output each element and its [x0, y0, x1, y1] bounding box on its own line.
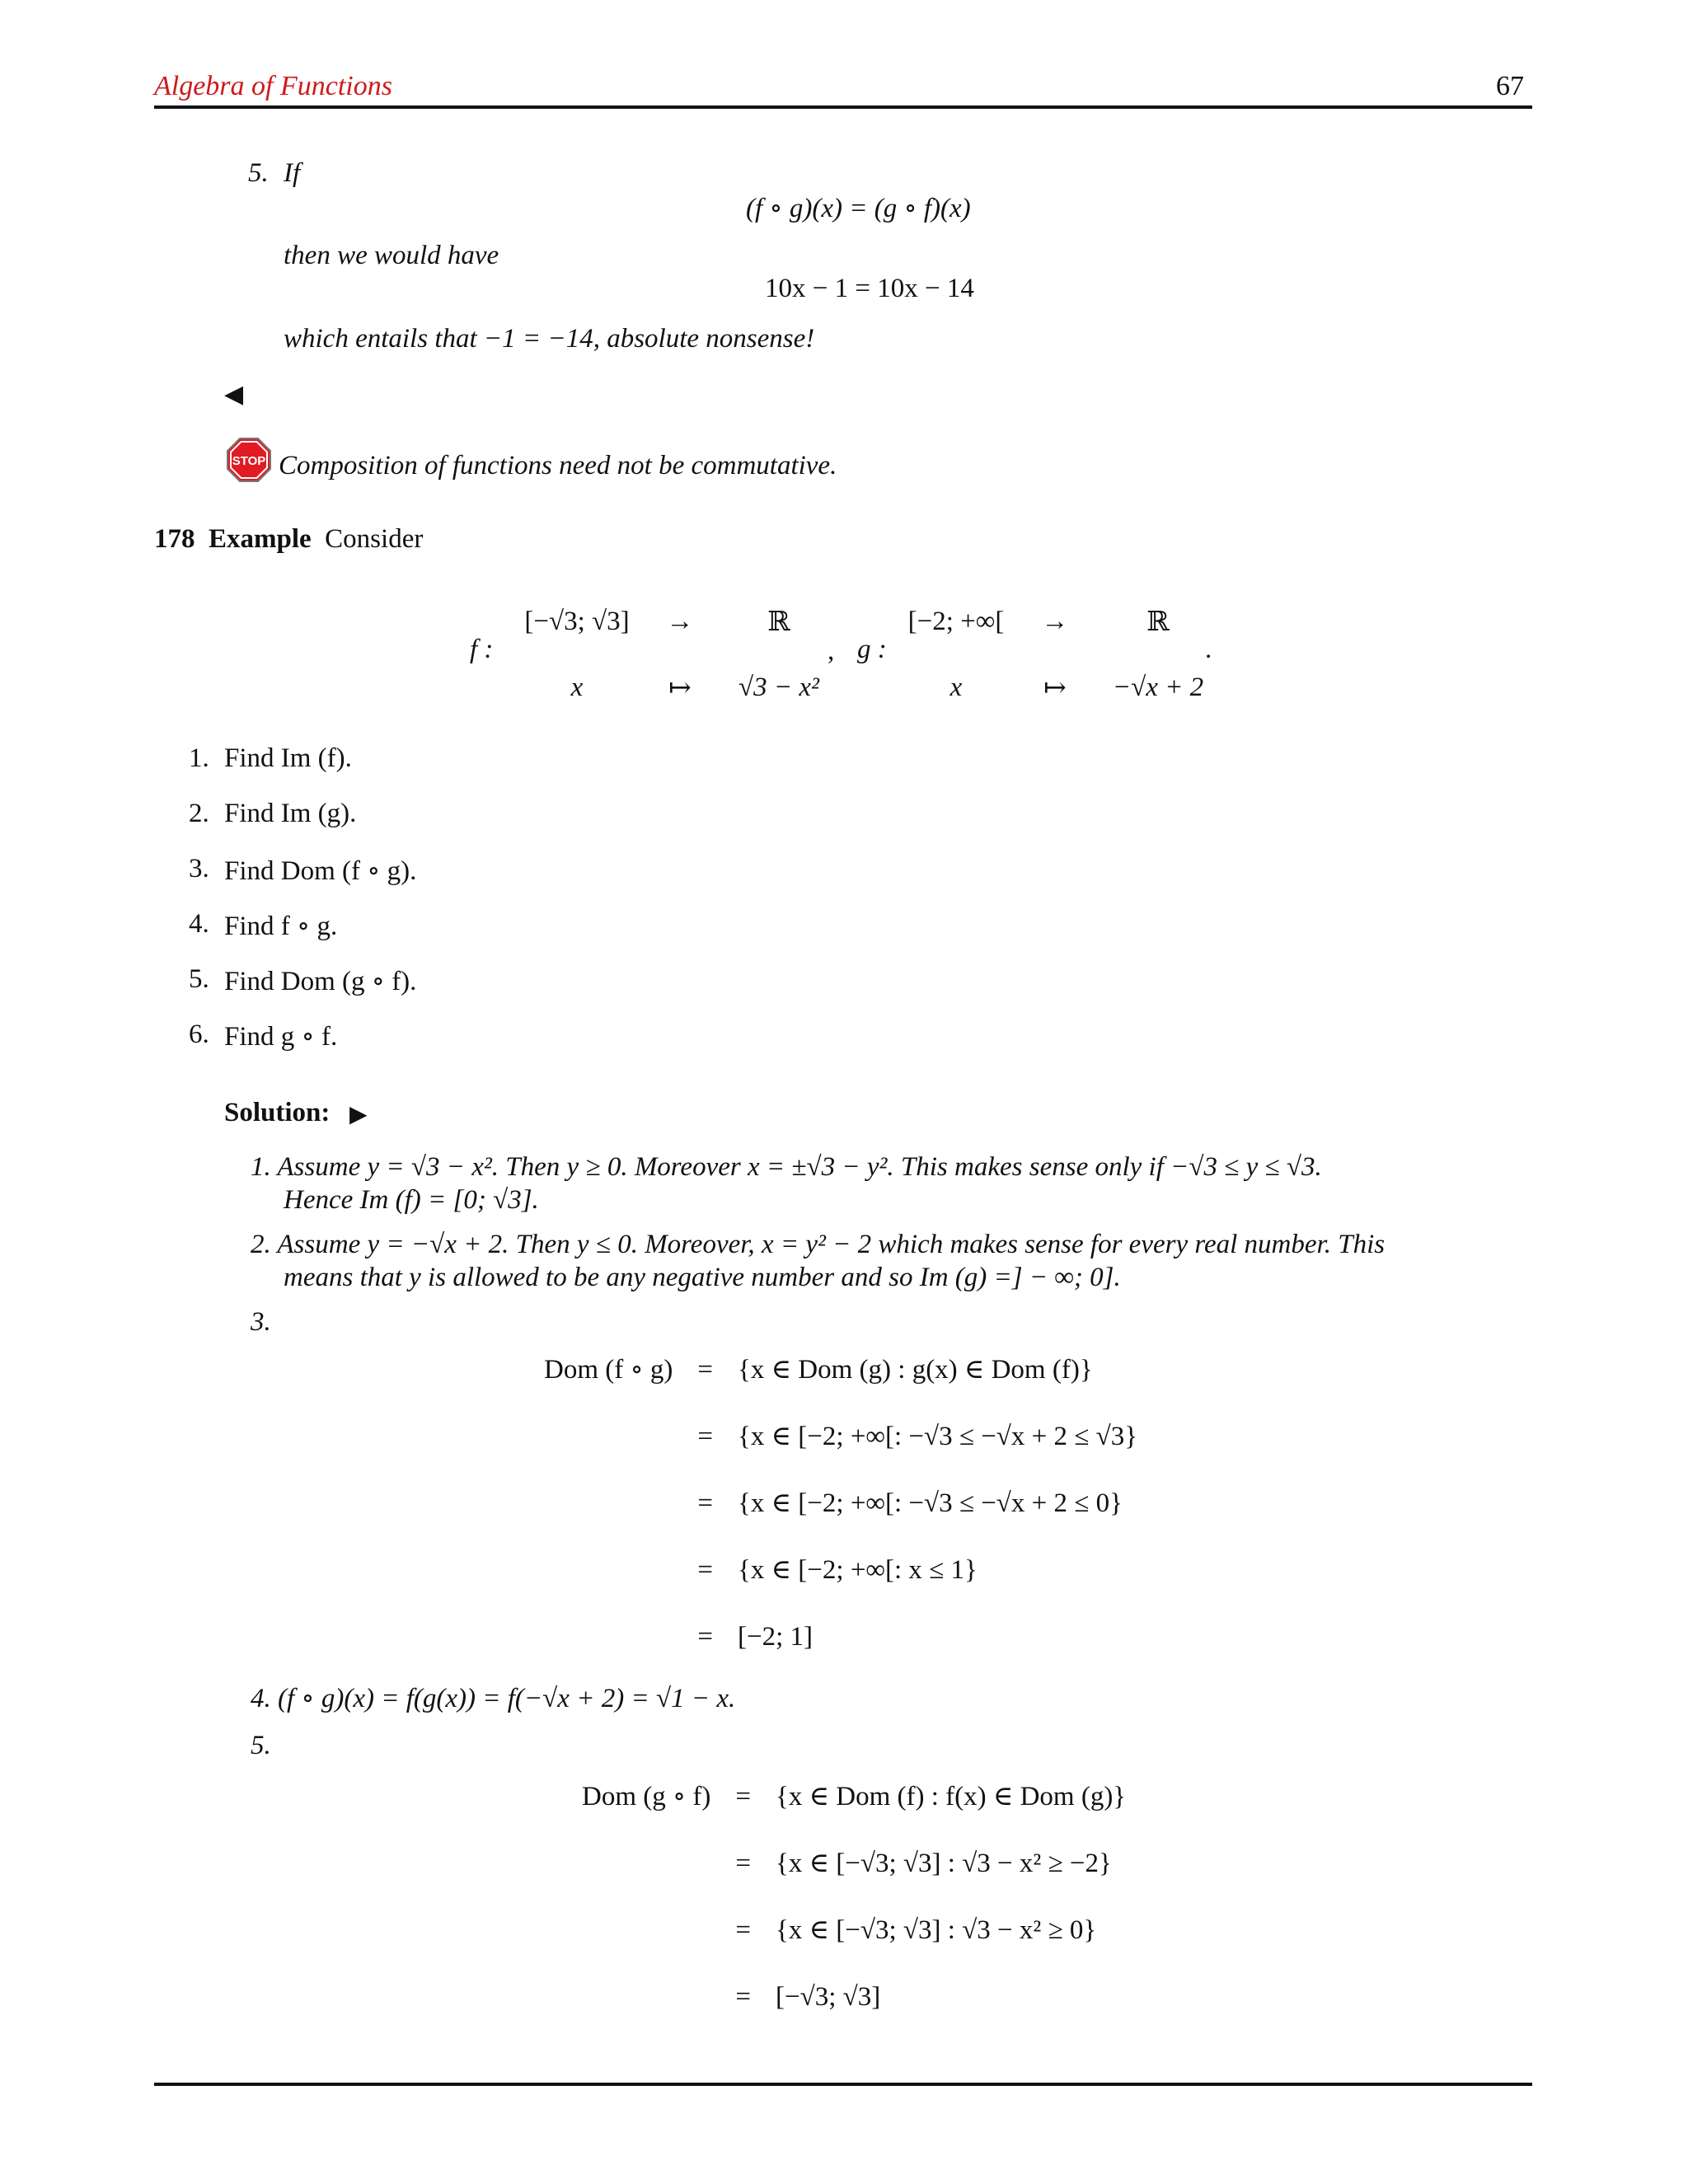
dom-gf-lhs: Dom (g ∘ f) [582, 1782, 711, 1811]
solution-2-line-1: 2. Assume y = −√x + 2. Then y ≤ 0. Moreover, x = y² − 2 which makes sense for every real number. This [251, 1230, 1386, 1259]
dom-fg-row-0: {x ∈ Dom (g) : g(x) ∈ Dom (f)} [738, 1355, 1093, 1385]
dom-gf-derivation [582, 1772, 1126, 2039]
dom-fg-eq-2: = [697, 1488, 714, 1518]
f-rule: √3 − x² [738, 672, 819, 702]
footer-rule [154, 2083, 1532, 2086]
dom-gf-eq-3: = [735, 1982, 752, 2012]
dom-fg-lhs: Dom (f ∘ g) [544, 1355, 673, 1385]
f-var: x [570, 672, 584, 702]
dom-fg-eq-1: = [697, 1422, 714, 1451]
solution-label: Solution: [224, 1098, 331, 1127]
dom-fg-row-4: [−2; 1] [738, 1622, 814, 1652]
question-3-number: 3. [189, 854, 209, 883]
f-mapsto: ↦ [668, 673, 692, 703]
stop-note-text: Composition of functions need not be commutative. [279, 451, 837, 480]
dom-fg-eq-4: = [697, 1622, 714, 1652]
question-4-number: 4. [189, 909, 209, 939]
dom-fg-row-3: {x ∈ [−2; +∞[: x ≤ 1} [738, 1555, 978, 1585]
g-mapsto: ↦ [1043, 673, 1067, 703]
f-name: f : [470, 635, 494, 664]
f-codomain: ℝ [767, 607, 790, 637]
solution-5-number: 5. [251, 1731, 271, 1760]
running-header-title: Algebra of Functions [154, 71, 392, 101]
stop-sign-icon [227, 438, 271, 482]
question-4-text: Find f ∘ g. [224, 912, 338, 941]
f-domain: [−√3; √3] [524, 606, 630, 636]
dom-gf-row-3: [−√3; √3] [776, 1982, 881, 2012]
dom-fg-row-2: {x ∈ [−2; +∞[: −√3 ≤ −√x + 2 ≤ 0} [738, 1488, 1123, 1518]
g-var: x [950, 672, 963, 702]
dom-fg-row-1: {x ∈ [−2; +∞[: −√3 ≤ −√x + 2 ≤ √3} [738, 1422, 1138, 1451]
example-lead: Consider [325, 524, 424, 554]
dom-fg-eq-3: = [697, 1555, 714, 1585]
dom-fg-derivation [544, 1345, 1137, 1679]
question-5-number: 5. [189, 964, 209, 994]
item-5-lead: If [284, 158, 301, 188]
example-label: Example [209, 524, 312, 554]
question-1-number: 1. [189, 743, 209, 773]
question-1-text: Find Im (f). [224, 743, 352, 773]
dom-fg-eq-0: = [697, 1355, 714, 1385]
g-domain: [−2; +∞[ [907, 606, 1005, 636]
solution-3-number: 3. [251, 1307, 271, 1337]
dom-gf-eq-0: = [735, 1782, 752, 1811]
f-definition [503, 588, 849, 720]
question-6-number: 6. [189, 1019, 209, 1049]
dom-gf-row-2: {x ∈ [−√3; √3] : √3 − x² ≥ 0} [776, 1915, 1097, 1945]
commutative-equation: (f ∘ g)(x) = (g ∘ f)(x) [746, 194, 971, 223]
g-arrow: → [1041, 606, 1069, 636]
contradiction-equation: 10x − 1 = 10x − 14 [765, 274, 974, 303]
g-name: g : [857, 635, 887, 664]
question-5-text: Find Dom (g ∘ f). [224, 967, 417, 996]
dom-gf-row-1: {x ∈ [−√3; √3] : √3 − x² ≥ −2} [776, 1849, 1112, 1878]
dom-gf-eq-1: = [735, 1849, 752, 1878]
g-codomain: ℝ [1146, 607, 1170, 637]
question-3-text: Find Dom (f ∘ g). [224, 856, 417, 886]
definition-period: . [1205, 635, 1212, 664]
item-5-conclusion: which entails that −1 = −14, absolute nonsense! [284, 324, 815, 354]
header-rule [154, 105, 1532, 109]
f-arrow: → [666, 606, 694, 636]
question-2-text: Find Im (g). [224, 799, 357, 828]
question-6-text: Find g ∘ f. [224, 1022, 338, 1052]
solution-4: 4. (f ∘ g)(x) = f(g(x)) = f(−√x + 2) = √1 − x. [251, 1684, 736, 1713]
example-heading [154, 524, 423, 555]
definition-separator: , [828, 636, 835, 666]
item-5-number: 5. [248, 158, 269, 188]
item-5-then: then we would have [284, 241, 499, 270]
dom-gf-eq-2: = [735, 1915, 752, 1945]
page-number: 67 [1496, 71, 1524, 101]
solution-1-line-2: Hence Im (f) = [0; √3]. [284, 1185, 539, 1215]
solution-2-line-2: means that y is allowed to be any negative number and so Im (g) =] − ∞; 0]. [284, 1263, 1121, 1292]
dom-gf-row-0: {x ∈ Dom (f) : f(x) ∈ Dom (g)} [776, 1782, 1127, 1811]
end-of-proof-marker: ◀ [224, 381, 244, 408]
g-definition [890, 588, 1228, 720]
solution-marker: ▶ [349, 1102, 368, 1127]
example-number: 178 [154, 524, 195, 554]
svg-text:STOP: STOP [232, 454, 266, 468]
solution-1-line-1: 1. Assume y = √3 − x². Then y ≥ 0. Moreover x = ±√3 − y². This makes sense only if −√3 ≤ y ≤ √3. [251, 1152, 1322, 1182]
g-rule: −√x + 2 [1112, 672, 1204, 702]
question-2-number: 2. [189, 799, 209, 828]
